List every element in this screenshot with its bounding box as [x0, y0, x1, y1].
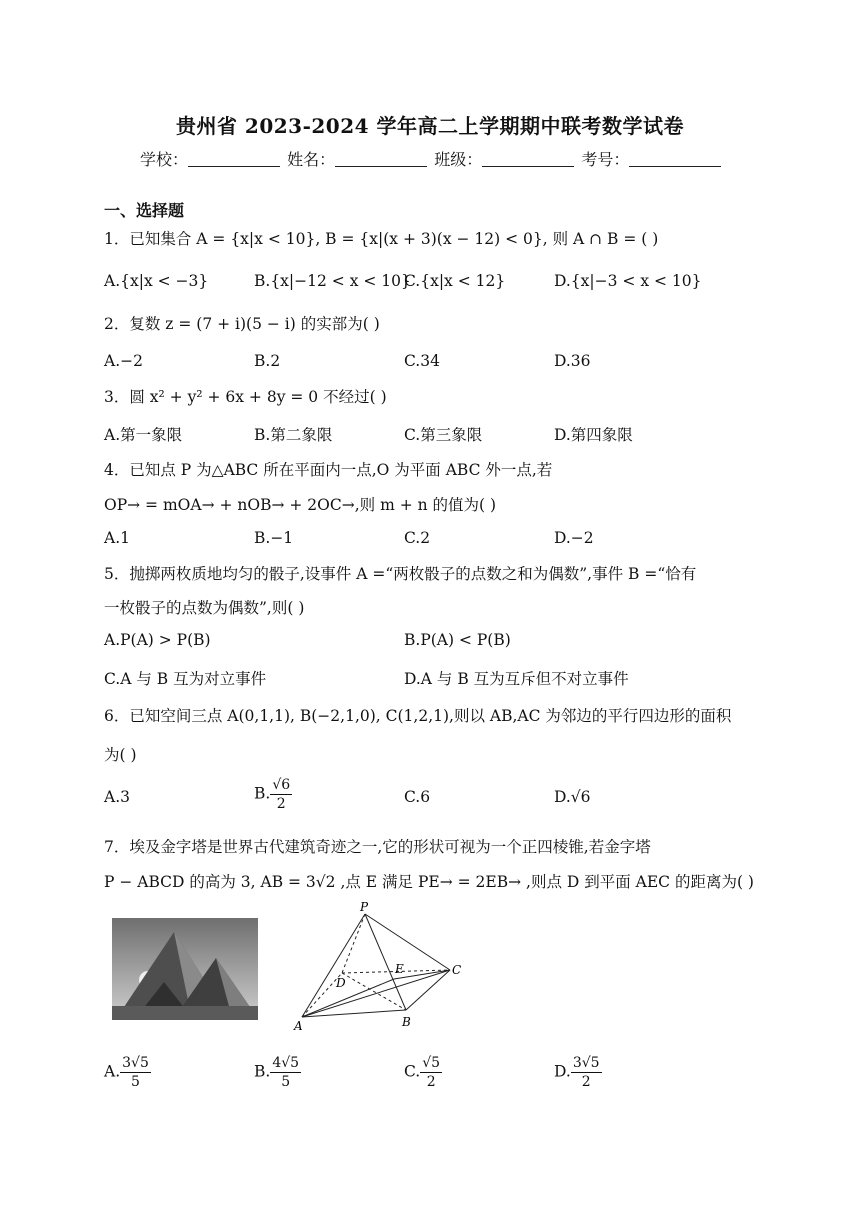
question-3-stem: 3．圆 x² + y² + 6x + 8y = 0 不经过( )	[104, 388, 387, 406]
fraction-denominator: 5	[281, 1074, 291, 1090]
q6-option-d[interactable]: D.√6	[554, 788, 591, 806]
label-vertex-c: C	[452, 963, 462, 977]
q7-option-a-fraction	[120, 1054, 151, 1091]
q7-option-c-fraction	[420, 1054, 442, 1091]
question-6-stem-line-1: 6．已知空间三点 A(0,1,1), B(−2,1,0), C(1,2,1),则以 AB,AC 为邻边的平行四边形的面积	[104, 707, 732, 725]
q1-option-a[interactable]: A.{x|x < −3}	[104, 272, 209, 290]
exam-title: 贵州省 2023-2024 学年高二上学期期中联考数学试卷	[175, 114, 685, 138]
question-6-stem-line-2: 为( )	[104, 746, 137, 764]
q1-option-c[interactable]: C.{x|x < 12}	[404, 272, 506, 290]
q6-option-a[interactable]: A.3	[104, 788, 130, 806]
q2-option-b[interactable]: B.2	[254, 352, 281, 370]
q4-option-a[interactable]: A.1	[104, 529, 130, 547]
fraction-numerator: 3√5	[122, 1055, 149, 1071]
question-4-stem-line-2: OP→ = mOA→ + nOB→ + 2OC→,则 m + n 的值为( )	[104, 496, 497, 514]
question-7-stem-line-1: 7．埃及金字塔是世界古代建筑奇迹之一,它的形状可视为一个正四棱锥,若金字塔	[104, 838, 651, 856]
fraction-denominator: 2	[581, 1074, 591, 1090]
q5-option-c[interactable]: C.A 与 B 互为对立事件	[104, 670, 267, 688]
section-heading: 一、选择题	[104, 201, 185, 220]
student-info-line	[140, 147, 723, 170]
label-vertex-a: A	[294, 1019, 303, 1033]
q7-option-c[interactable]	[404, 1054, 442, 1091]
fraction-numerator: 3√5	[572, 1055, 600, 1071]
q2-option-c[interactable]: C.34	[404, 352, 440, 370]
q3-option-a[interactable]: A.第一象限	[104, 426, 183, 444]
q7-option-b-fraction	[270, 1054, 301, 1091]
school-label: 学校：	[140, 150, 189, 169]
pyramid-diagram	[290, 900, 475, 1040]
q7-option-a-letter: A.	[104, 1062, 121, 1081]
q7-option-d[interactable]	[554, 1054, 602, 1091]
fraction-denominator: 2	[426, 1074, 436, 1090]
pyramid-photo	[112, 918, 258, 1020]
q6-option-c[interactable]: C.6	[404, 788, 431, 806]
exam-number-blank[interactable]	[629, 152, 721, 167]
fraction-numerator: 4√5	[272, 1055, 300, 1071]
q3-option-d[interactable]: D.第四象限	[554, 426, 633, 444]
q7-option-c-letter: C.	[404, 1062, 421, 1081]
fraction-denominator: 5	[131, 1074, 140, 1090]
question-7-stem-line-2: P − ABCD 的高为 3, AB = 3√2 ,点 E 满足 PE→ = 2EB→ ,则点 D 到平面 AEC 的距离为( )	[104, 873, 754, 891]
question-4-stem-line-1: 4．已知点 P 为△ABC 所在平面内一点,O 为平面 ABC 外一点,若	[104, 461, 553, 479]
q4-option-c[interactable]: C.2	[404, 529, 431, 547]
name-label: 姓名：	[287, 150, 336, 169]
q2-option-a[interactable]: A.−2	[104, 352, 143, 370]
q7-option-a[interactable]	[104, 1054, 151, 1091]
q5-option-b[interactable]: B.P(A) < P(B)	[404, 631, 511, 649]
name-blank[interactable]	[335, 152, 427, 167]
class-label: 班级：	[434, 150, 483, 169]
q4-option-d[interactable]: D.−2	[554, 529, 594, 547]
exam-number-label: 考号：	[581, 150, 630, 169]
label-point-e: E	[395, 962, 404, 976]
q7-option-d-fraction	[571, 1054, 602, 1091]
question-5-stem-line-1: 5．抛掷两枚质地均匀的骰子,设事件 A =“两枚骰子的点数之和为偶数”,事件 B =“恰有	[104, 565, 697, 583]
label-vertex-b: B	[402, 1015, 411, 1029]
question-2-stem: 2．复数 z = (7 + i)(5 − i) 的实部为( )	[104, 315, 380, 333]
q5-option-a[interactable]: A.P(A) > P(B)	[104, 631, 211, 649]
school-blank[interactable]	[188, 152, 280, 167]
question-1-stem: 1．已知集合 A = {x|x < 10}, B = {x|(x + 3)(x − 12) < 0}, 则 A ∩ B = ( )	[104, 230, 659, 248]
q3-option-c[interactable]: C.第三象限	[404, 426, 483, 444]
fraction-numerator: √6	[272, 777, 291, 793]
q5-option-d[interactable]: D.A 与 B 互为互斥但不对立事件	[404, 670, 629, 688]
q4-option-b[interactable]: B.−1	[254, 529, 294, 547]
q6-option-b-fraction	[270, 776, 292, 813]
q7-option-b-letter: B.	[254, 1062, 271, 1081]
q6-option-b[interactable]	[254, 776, 292, 813]
q6-option-b-letter: B.	[254, 784, 271, 803]
q2-option-d[interactable]: D.36	[554, 352, 591, 370]
class-blank[interactable]	[482, 152, 574, 167]
fraction-numerator: √5	[422, 1055, 441, 1071]
q3-option-b[interactable]: B.第二象限	[254, 426, 333, 444]
question-5-stem-line-2: 一枚骰子的点数为偶数”,则( )	[104, 599, 305, 617]
fraction-denominator: 2	[276, 796, 286, 812]
q1-option-d[interactable]: D.{x|−3 < x < 10}	[554, 272, 702, 290]
q1-option-b[interactable]: B.{x|−12 < x < 10}	[254, 272, 411, 290]
label-vertex-d: D	[336, 976, 346, 990]
q7-option-b[interactable]	[254, 1054, 301, 1091]
q7-option-d-letter: D.	[554, 1062, 571, 1081]
label-vertex-p: P	[360, 900, 369, 914]
